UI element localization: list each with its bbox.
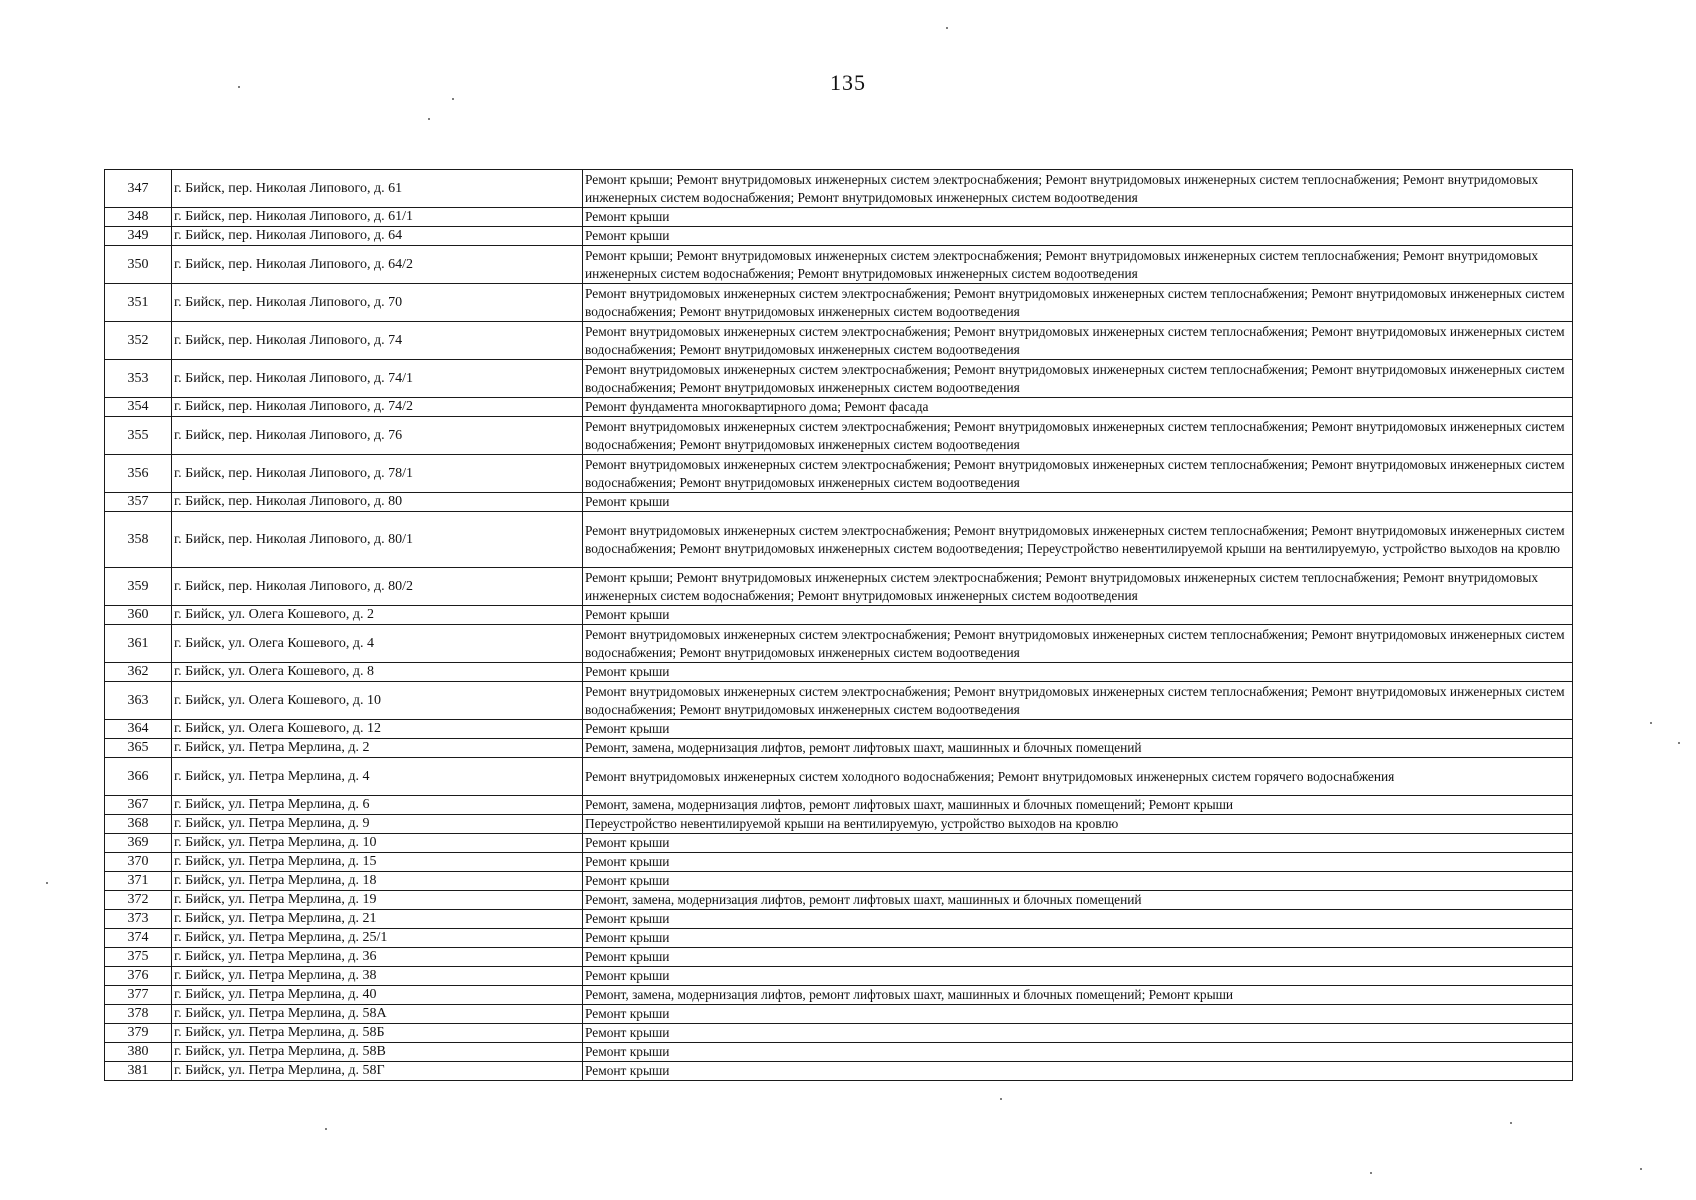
address-cell: г. Бийск, ул. Петра Мерлина, д. 9 — [172, 815, 583, 834]
row-number-cell: 360 — [105, 606, 172, 625]
row-number-cell: 366 — [105, 758, 172, 796]
table-row — [105, 568, 1573, 606]
scan-speck — [1640, 1168, 1642, 1170]
works-cell: Ремонт внутридомовых инженерных систем электроснабжения; Ремонт внутридомовых инженерных систем теплоснабжения; Ремонт внутридомовых инженерных систем водоснабжения; Ремонт внутридомовых инженерных систем водоотведения — [583, 284, 1573, 322]
table-row — [105, 910, 1573, 929]
address-cell: г. Бийск, ул. Петра Мерлина, д. 58Б — [172, 1024, 583, 1043]
address-cell: г. Бийск, пер. Николая Липового, д. 61 — [172, 170, 583, 208]
table-row — [105, 929, 1573, 948]
table-row — [105, 739, 1573, 758]
address-cell: г. Бийск, ул. Олега Кошевого, д. 10 — [172, 682, 583, 720]
table-row — [105, 1043, 1573, 1062]
row-number-cell: 375 — [105, 948, 172, 967]
table-row — [105, 1062, 1573, 1081]
scan-speck — [946, 27, 948, 29]
works-cell: Ремонт крыши; Ремонт внутридомовых инженерных систем электроснабжения; Ремонт внутридомовых инженерных систем теплоснабжения; Ремонт внутридомовых инженерных систем водоснабжения; Ремонт внутридомовых инженерных систем водоотведения — [583, 568, 1573, 606]
address-cell: г. Бийск, ул. Петра Мерлина, д. 21 — [172, 910, 583, 929]
scan-speck — [428, 118, 430, 120]
works-cell: Ремонт крыши; Ремонт внутридомовых инженерных систем электроснабжения; Ремонт внутридомовых инженерных систем теплоснабжения; Ремонт внутридомовых инженерных систем водоснабжения; Ремонт внутридомовых инженерных систем водоотведения — [583, 170, 1573, 208]
address-cell: г. Бийск, пер. Николая Липового, д. 74 — [172, 322, 583, 360]
works-cell: Ремонт крыши — [583, 663, 1573, 682]
row-number-cell: 370 — [105, 853, 172, 872]
address-cell: г. Бийск, ул. Петра Мерлина, д. 36 — [172, 948, 583, 967]
table-row — [105, 322, 1573, 360]
address-cell: г. Бийск, пер. Николая Липового, д. 78/1 — [172, 455, 583, 493]
works-cell: Ремонт крыши — [583, 948, 1573, 967]
table-row — [105, 891, 1573, 910]
address-cell: г. Бийск, ул. Петра Мерлина, д. 4 — [172, 758, 583, 796]
works-cell: Ремонт внутридомовых инженерных систем электроснабжения; Ремонт внутридомовых инженерных систем теплоснабжения; Ремонт внутридомовых инженерных систем водоснабжения; Ремонт внутридомовых инженерных систем водоотведения — [583, 682, 1573, 720]
houses-table — [104, 169, 1573, 1081]
table-row — [105, 493, 1573, 512]
works-cell: Ремонт внутридомовых инженерных систем электроснабжения; Ремонт внутридомовых инженерных систем теплоснабжения; Ремонт внутридомовых инженерных систем водоснабжения; Ремонт внутридомовых инженерных систем водоотведения — [583, 417, 1573, 455]
table-row — [105, 455, 1573, 493]
scan-speck — [325, 1128, 327, 1130]
table-row — [105, 512, 1573, 568]
row-number-cell: 356 — [105, 455, 172, 493]
works-cell: Ремонт внутридомовых инженерных систем электроснабжения; Ремонт внутридомовых инженерных систем теплоснабжения; Ремонт внутридомовых инженерных систем водоснабжения; Ремонт внутридомовых инженерных систем водоотведения — [583, 322, 1573, 360]
table-row — [105, 1005, 1573, 1024]
address-cell: г. Бийск, ул. Петра Мерлина, д. 25/1 — [172, 929, 583, 948]
address-cell: г. Бийск, пер. Николая Липового, д. 76 — [172, 417, 583, 455]
row-number-cell: 361 — [105, 625, 172, 663]
row-number-cell: 351 — [105, 284, 172, 322]
houses-table-body — [105, 170, 1573, 1081]
address-cell: г. Бийск, ул. Петра Мерлина, д. 58Г — [172, 1062, 583, 1081]
works-cell: Ремонт крыши — [583, 1062, 1573, 1081]
works-cell: Ремонт внутридомовых инженерных систем электроснабжения; Ремонт внутридомовых инженерных систем теплоснабжения; Ремонт внутридомовых инженерных систем водоснабжения; Ремонт внутридомовых инженерных систем водоотведения; Переустройство невентилируемой крыши на вентилируемую, устройство выходов на кровлю — [583, 512, 1573, 568]
row-number-cell: 354 — [105, 398, 172, 417]
works-cell: Ремонт, замена, модернизация лифтов, ремонт лифтовых шахт, машинных и блочных помещений; Ремонт крыши — [583, 796, 1573, 815]
address-cell: г. Бийск, ул. Олега Кошевого, д. 12 — [172, 720, 583, 739]
table-row — [105, 606, 1573, 625]
row-number-cell: 353 — [105, 360, 172, 398]
works-cell: Ремонт крыши — [583, 606, 1573, 625]
table-row — [105, 815, 1573, 834]
row-number-cell: 347 — [105, 170, 172, 208]
row-number-cell: 357 — [105, 493, 172, 512]
address-cell: г. Бийск, ул. Петра Мерлина, д. 40 — [172, 986, 583, 1005]
works-cell: Ремонт крыши — [583, 227, 1573, 246]
address-cell: г. Бийск, пер. Николая Липового, д. 74/2 — [172, 398, 583, 417]
scan-speck — [1370, 1172, 1372, 1174]
works-cell: Ремонт, замена, модернизация лифтов, ремонт лифтовых шахт, машинных и блочных помещений — [583, 891, 1573, 910]
table-row — [105, 625, 1573, 663]
works-cell: Ремонт крыши — [583, 853, 1573, 872]
address-cell: г. Бийск, ул. Петра Мерлина, д. 18 — [172, 872, 583, 891]
works-cell: Ремонт крыши — [583, 834, 1573, 853]
address-cell: г. Бийск, ул. Петра Мерлина, д. 15 — [172, 853, 583, 872]
table-row — [105, 853, 1573, 872]
row-number-cell: 363 — [105, 682, 172, 720]
table-row — [105, 796, 1573, 815]
row-number-cell: 376 — [105, 967, 172, 986]
row-number-cell: 359 — [105, 568, 172, 606]
table-row — [105, 208, 1573, 227]
works-cell: Ремонт крыши — [583, 493, 1573, 512]
table-row — [105, 246, 1573, 284]
works-cell: Ремонт крыши — [583, 208, 1573, 227]
address-cell: г. Бийск, пер. Николая Липового, д. 61/1 — [172, 208, 583, 227]
table-row — [105, 948, 1573, 967]
works-cell: Ремонт крыши — [583, 1024, 1573, 1043]
address-cell: г. Бийск, ул. Петра Мерлина, д. 58А — [172, 1005, 583, 1024]
table-row — [105, 720, 1573, 739]
table-row — [105, 360, 1573, 398]
row-number-cell: 372 — [105, 891, 172, 910]
works-cell: Переустройство невентилируемой крыши на вентилируемую, устройство выходов на кровлю — [583, 815, 1573, 834]
row-number-cell: 364 — [105, 720, 172, 739]
row-number-cell: 348 — [105, 208, 172, 227]
table-row — [105, 986, 1573, 1005]
address-cell: г. Бийск, пер. Николая Липового, д. 64/2 — [172, 246, 583, 284]
address-cell: г. Бийск, ул. Петра Мерлина, д. 38 — [172, 967, 583, 986]
scan-speck — [46, 882, 48, 884]
works-cell: Ремонт, замена, модернизация лифтов, ремонт лифтовых шахт, машинных и блочных помещений; Ремонт крыши — [583, 986, 1573, 1005]
works-cell: Ремонт внутридомовых инженерных систем электроснабжения; Ремонт внутридомовых инженерных систем теплоснабжения; Ремонт внутридомовых инженерных систем водоснабжения; Ремонт внутридомовых инженерных систем водоотведения — [583, 455, 1573, 493]
row-number-cell: 369 — [105, 834, 172, 853]
scan-speck — [1510, 1122, 1512, 1124]
table-row — [105, 284, 1573, 322]
row-number-cell: 350 — [105, 246, 172, 284]
row-number-cell: 355 — [105, 417, 172, 455]
address-cell: г. Бийск, пер. Николая Липового, д. 74/1 — [172, 360, 583, 398]
row-number-cell: 378 — [105, 1005, 172, 1024]
works-cell: Ремонт фундамента многоквартирного дома; Ремонт фасада — [583, 398, 1573, 417]
row-number-cell: 377 — [105, 986, 172, 1005]
table-row — [105, 758, 1573, 796]
works-cell: Ремонт крыши — [583, 1043, 1573, 1062]
row-number-cell: 358 — [105, 512, 172, 568]
scan-speck — [1000, 1098, 1002, 1100]
table-row — [105, 682, 1573, 720]
works-cell: Ремонт крыши; Ремонт внутридомовых инженерных систем электроснабжения; Ремонт внутридомовых инженерных систем теплоснабжения; Ремонт внутридомовых инженерных систем водоснабжения; Ремонт внутридомовых инженерных систем водоотведения — [583, 246, 1573, 284]
row-number-cell: 374 — [105, 929, 172, 948]
page-number: 135 — [830, 70, 866, 95]
address-cell: г. Бийск, пер. Николая Липового, д. 64 — [172, 227, 583, 246]
address-cell: г. Бийск, ул. Петра Мерлина, д. 2 — [172, 739, 583, 758]
table-row — [105, 417, 1573, 455]
works-cell: Ремонт внутридомовых инженерных систем электроснабжения; Ремонт внутридомовых инженерных систем теплоснабжения; Ремонт внутридомовых инженерных систем водоснабжения; Ремонт внутридомовых инженерных систем водоотведения — [583, 625, 1573, 663]
address-cell: г. Бийск, пер. Николая Липового, д. 80/1 — [172, 512, 583, 568]
row-number-cell: 367 — [105, 796, 172, 815]
scan-speck — [1678, 742, 1680, 744]
table-row — [105, 170, 1573, 208]
works-cell: Ремонт внутридомовых инженерных систем холодного водоснабжения; Ремонт внутридомовых инженерных систем горячего водоснабжения — [583, 758, 1573, 796]
row-number-cell: 365 — [105, 739, 172, 758]
works-cell: Ремонт крыши — [583, 967, 1573, 986]
works-cell: Ремонт крыши — [583, 910, 1573, 929]
table-row — [105, 663, 1573, 682]
scan-speck — [452, 98, 454, 100]
row-number-cell: 381 — [105, 1062, 172, 1081]
table-row — [105, 967, 1573, 986]
row-number-cell: 349 — [105, 227, 172, 246]
works-cell: Ремонт крыши — [583, 720, 1573, 739]
row-number-cell: 380 — [105, 1043, 172, 1062]
address-cell: г. Бийск, пер. Николая Липового, д. 80 — [172, 493, 583, 512]
address-cell: г. Бийск, ул. Петра Мерлина, д. 58В — [172, 1043, 583, 1062]
address-cell: г. Бийск, ул. Олега Кошевого, д. 4 — [172, 625, 583, 663]
works-cell: Ремонт крыши — [583, 929, 1573, 948]
address-cell: г. Бийск, пер. Николая Липового, д. 80/2 — [172, 568, 583, 606]
address-cell: г. Бийск, ул. Олега Кошевого, д. 2 — [172, 606, 583, 625]
table-row — [105, 227, 1573, 246]
row-number-cell: 373 — [105, 910, 172, 929]
row-number-cell: 371 — [105, 872, 172, 891]
table-row — [105, 834, 1573, 853]
works-cell: Ремонт внутридомовых инженерных систем электроснабжения; Ремонт внутридомовых инженерных систем теплоснабжения; Ремонт внутридомовых инженерных систем водоснабжения; Ремонт внутридомовых инженерных систем водоотведения — [583, 360, 1573, 398]
address-cell: г. Бийск, ул. Петра Мерлина, д. 19 — [172, 891, 583, 910]
row-number-cell: 379 — [105, 1024, 172, 1043]
table-row — [105, 1024, 1573, 1043]
address-cell: г. Бийск, ул. Петра Мерлина, д. 6 — [172, 796, 583, 815]
works-cell: Ремонт, замена, модернизация лифтов, ремонт лифтовых шахт, машинных и блочных помещений — [583, 739, 1573, 758]
address-cell: г. Бийск, ул. Петра Мерлина, д. 10 — [172, 834, 583, 853]
table-row — [105, 872, 1573, 891]
scan-speck — [1650, 722, 1652, 724]
address-cell: г. Бийск, пер. Николая Липового, д. 70 — [172, 284, 583, 322]
address-cell: г. Бийск, ул. Олега Кошевого, д. 8 — [172, 663, 583, 682]
row-number-cell: 362 — [105, 663, 172, 682]
works-cell: Ремонт крыши — [583, 1005, 1573, 1024]
table-row — [105, 398, 1573, 417]
scan-speck — [238, 86, 240, 88]
row-number-cell: 352 — [105, 322, 172, 360]
row-number-cell: 368 — [105, 815, 172, 834]
works-cell: Ремонт крыши — [583, 872, 1573, 891]
